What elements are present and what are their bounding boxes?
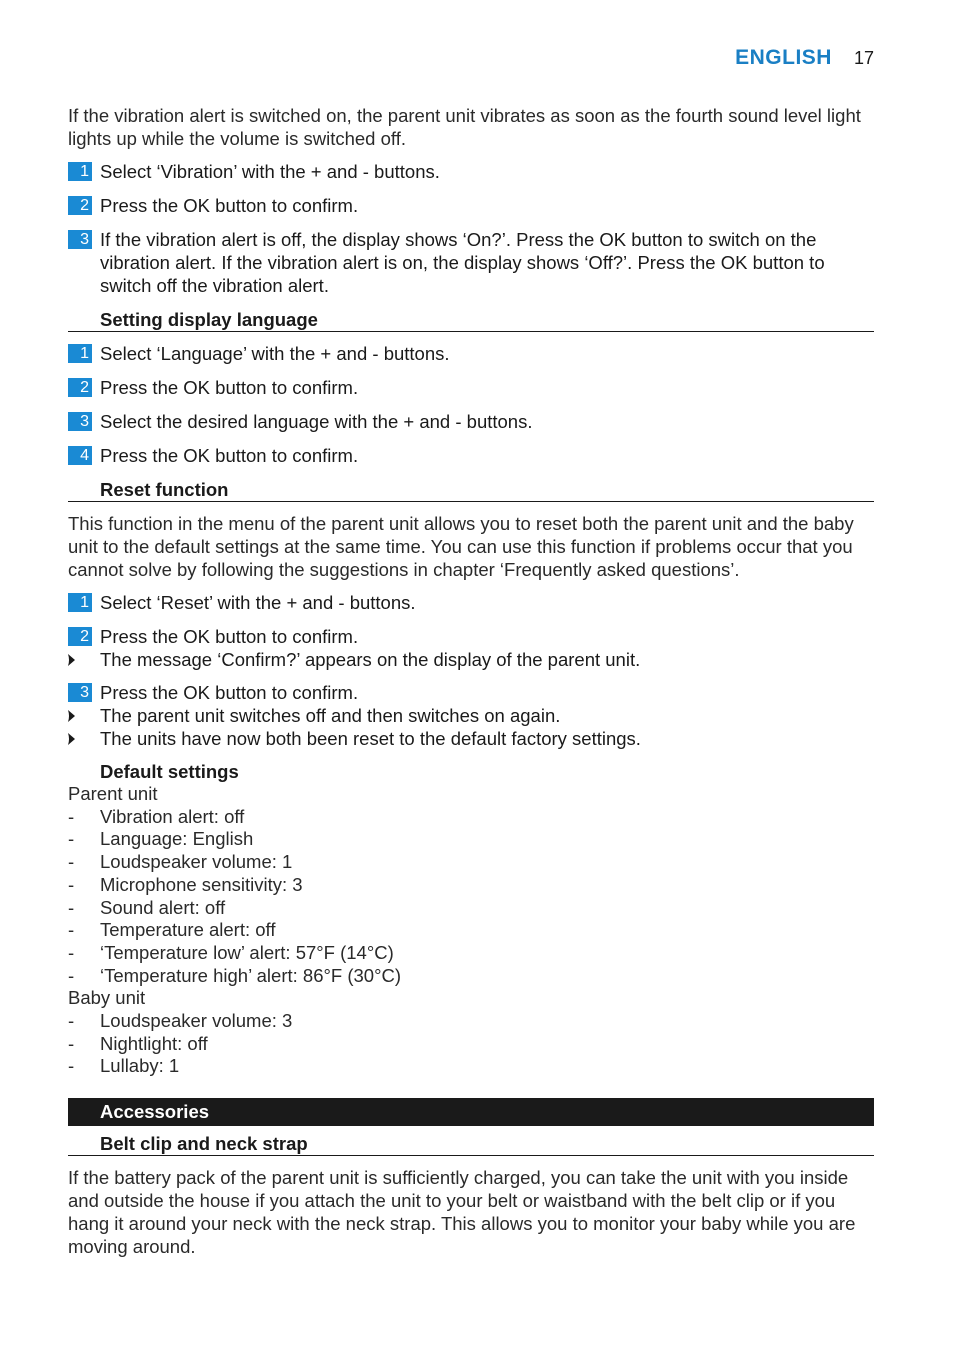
- result-arrow-icon: [68, 727, 100, 745]
- section-heading-defaults: Default settings: [100, 761, 239, 782]
- step-item: [68, 625, 874, 648]
- result-arrow-icon: [68, 648, 100, 666]
- list-item: [68, 851, 874, 874]
- intro-paragraph: If the vibration alert is switched on, the parent unit vibrates as soon as the fourth sound level light lights up while the volume is switched off.: [68, 105, 861, 149]
- step-item: [68, 681, 874, 704]
- dash-marker: -: [68, 805, 75, 827]
- dash-marker: -: [68, 919, 75, 941]
- result-text: The message ‘Confirm?’ appears on the display of the parent unit.: [100, 649, 641, 670]
- step-number: 3: [68, 683, 92, 702]
- baby-unit-label: Baby unit: [68, 987, 146, 1009]
- step-number: 1: [68, 344, 92, 363]
- step-item: [68, 444, 874, 467]
- vibration-steps: [68, 160, 874, 297]
- step-number: 3: [68, 230, 92, 249]
- dash-marker: -: [68, 964, 75, 986]
- list-item-text: ‘Temperature high’ alert: 86°F (30°C): [100, 964, 401, 986]
- step-item: [68, 194, 874, 217]
- step-item: [68, 342, 874, 365]
- language-label: ENGLISH: [735, 46, 832, 69]
- step-text: Press the OK button to confirm.: [100, 377, 359, 398]
- language-steps: [68, 342, 874, 467]
- step-item: [68, 591, 874, 614]
- step-item: [68, 160, 874, 183]
- list-item: [68, 828, 874, 851]
- list-item-text: Temperature alert: off: [100, 919, 276, 941]
- list-item-text: Nightlight: off: [100, 1032, 208, 1054]
- step-number: 1: [68, 593, 92, 612]
- page-header: [735, 46, 874, 70]
- list-item-text: Language: English: [100, 828, 254, 850]
- reset-description: This function in the menu of the parent unit allows you to reset both the parent unit and the baby unit to the default settings at the same time. You can use this function if problems occur that you cannot solve by following the suggestions in chapter ‘Frequently asked questions’.: [68, 513, 854, 580]
- list-item-text: Vibration alert: off: [100, 805, 245, 827]
- step-text: Select the desired language with the + and - buttons.: [100, 411, 533, 432]
- step-text: Select ‘Vibration’ with the + and - buttons.: [100, 161, 440, 182]
- list-item-text: Lullaby: 1: [100, 1055, 180, 1077]
- step-text: Press the OK button to confirm.: [100, 626, 359, 647]
- list-item: [68, 1055, 874, 1078]
- dash-marker: -: [68, 896, 75, 918]
- list-item: [68, 1033, 874, 1056]
- list-item: [68, 919, 874, 942]
- step-number: 2: [68, 378, 92, 397]
- step-number: 1: [68, 162, 92, 181]
- parent-unit-label: Parent unit: [68, 783, 158, 804]
- step-text: Select ‘Language’ with the + and - buttons.: [100, 343, 450, 364]
- section-heading-belt-clip: Belt clip and neck strap: [68, 1132, 874, 1156]
- page-number: 17: [853, 48, 874, 68]
- section-heading-reset: Reset function: [68, 478, 874, 502]
- result-item: [68, 704, 874, 727]
- result-text: The parent unit switches off and then switches on again.: [100, 705, 561, 726]
- step-text: If the vibration alert is off, the display shows ‘On?’. Press the OK button to switch on the vibration alert. If the vibration alert is on, the display shows ‘Off?’. Press the OK button to switch off the vibration alert.: [100, 229, 825, 296]
- dash-marker: -: [68, 873, 75, 895]
- list-item: [68, 897, 874, 920]
- step-text: Press the OK button to confirm.: [100, 445, 359, 466]
- step-text: Select ‘Reset’ with the + and - buttons.: [100, 592, 416, 613]
- list-item-text: Loudspeaker volume: 1: [100, 851, 293, 873]
- step-item: [68, 376, 874, 399]
- result-arrow-icon: [68, 704, 100, 722]
- result-item: [68, 648, 874, 671]
- list-item: [68, 874, 874, 897]
- step-item: [68, 410, 874, 433]
- dash-marker: -: [68, 828, 75, 850]
- page-content: [68, 104, 874, 1268]
- step-number: 4: [68, 446, 92, 465]
- step-number: 2: [68, 196, 92, 215]
- list-item: [68, 1010, 874, 1033]
- section-bar-accessories: Accessories: [68, 1098, 874, 1126]
- step-item: [68, 228, 874, 297]
- baby-default-list: [68, 1010, 874, 1078]
- accessories-paragraph: If the battery pack of the parent unit is sufficiently charged, you can take the unit with you inside and outside the house if you attach the unit to your belt or waistband with the belt clip or if you hang it around your neck with the neck strap. This allows you to monitor your baby while you are moving around.: [68, 1167, 856, 1258]
- dash-marker: -: [68, 1032, 75, 1054]
- list-item: [68, 965, 874, 988]
- dash-marker: -: [68, 851, 75, 873]
- list-item: [68, 942, 874, 965]
- list-item-text: Sound alert: off: [100, 896, 226, 918]
- list-item-text: Microphone sensitivity: 3: [100, 873, 303, 895]
- step-text: Press the OK button to confirm.: [100, 682, 359, 703]
- dash-marker: -: [68, 1010, 75, 1032]
- step-number: 3: [68, 412, 92, 431]
- parent-default-list: [68, 806, 874, 988]
- list-item: [68, 806, 874, 829]
- step-number: 2: [68, 627, 92, 646]
- dash-marker: -: [68, 1055, 75, 1077]
- step-text: Press the OK button to confirm.: [100, 195, 359, 216]
- list-item-text: ‘Temperature low’ alert: 57°F (14°C): [100, 941, 394, 963]
- result-text: The units have now both been reset to the default factory settings.: [100, 728, 641, 749]
- section-heading-display-language: Setting display language: [68, 308, 874, 332]
- dash-marker: -: [68, 941, 75, 963]
- result-item: [68, 727, 874, 750]
- list-item-text: Loudspeaker volume: 3: [100, 1010, 293, 1032]
